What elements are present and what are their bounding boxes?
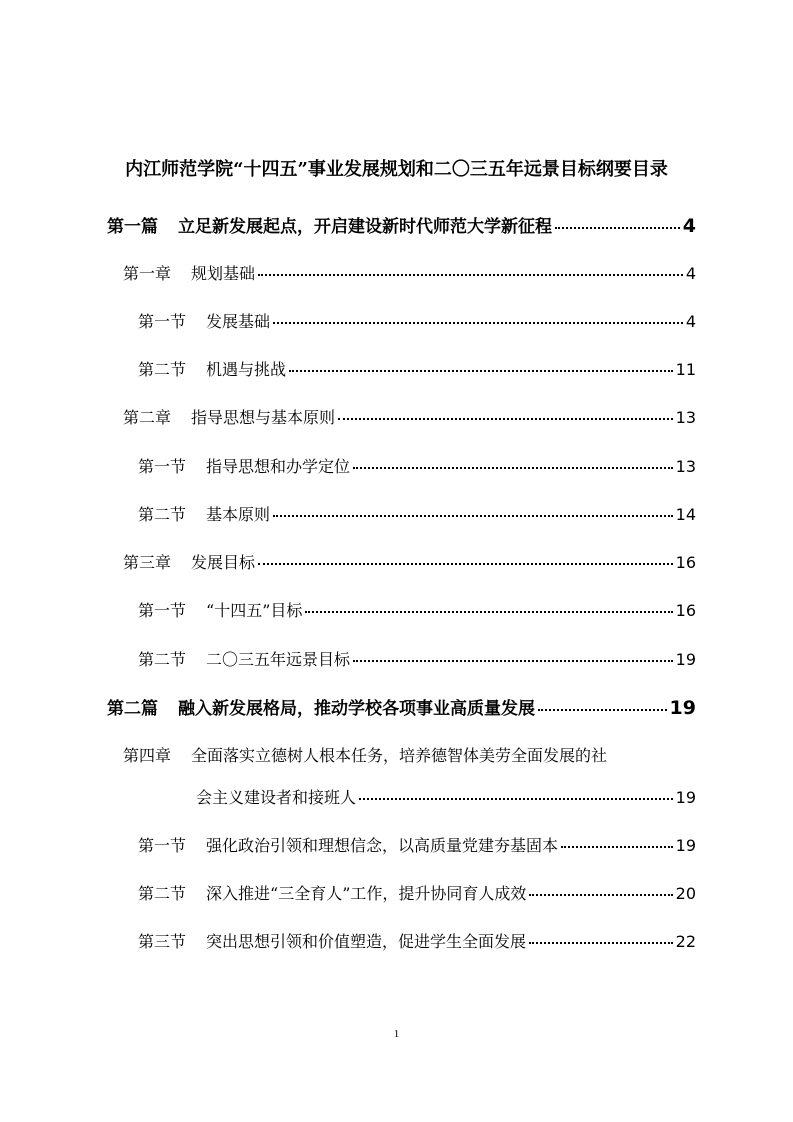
toc-page: 16 <box>675 601 696 620</box>
toc-label: 第四章 <box>123 746 172 765</box>
toc-text: 指导思想与基本原则 <box>191 408 336 427</box>
toc-text: 突出思想引领和价值塑造，促进学生全面发展 <box>206 932 527 951</box>
toc-page: 19 <box>675 788 696 807</box>
toc-page: 19 <box>669 697 696 719</box>
toc-leader <box>338 418 673 420</box>
toc-leader <box>359 798 673 800</box>
toc-leader <box>529 894 672 896</box>
toc-page: 11 <box>675 360 696 379</box>
toc-leader <box>561 846 673 848</box>
toc-page: 20 <box>675 884 696 903</box>
page-number: 1 <box>393 1028 400 1040</box>
toc-leader <box>258 563 673 565</box>
toc-section[interactable] <box>138 880 696 908</box>
toc-text: 二〇三五年远景目标 <box>206 650 351 669</box>
toc-page: 4 <box>685 264 696 283</box>
toc-text: 深入推进“三全育人”工作，提升协同育人成效 <box>206 884 527 903</box>
toc-page: 13 <box>675 457 696 476</box>
toc-leader <box>273 322 683 324</box>
toc-chapter-1[interactable] <box>123 260 696 288</box>
page-title: 内江师范学院“十四五”事业发展规划和二〇三五年远景目标纲要目录 <box>125 159 668 180</box>
toc-leader <box>353 467 673 469</box>
toc-label: 第二节 <box>138 360 187 379</box>
toc-label: 第一节 <box>138 312 187 331</box>
toc-section[interactable] <box>138 832 696 860</box>
toc-label: 第二篇 <box>107 699 158 719</box>
toc-text: 强化政治引领和理想信念，以高质量党建夯基固本 <box>206 836 559 855</box>
toc-leader <box>538 709 667 711</box>
toc-text: 立足新发展起点，开启建设新时代师范大学新征程 <box>178 217 552 237</box>
toc-section[interactable] <box>138 597 696 625</box>
toc-text: 基本原则 <box>206 505 271 524</box>
toc-section[interactable] <box>138 356 696 384</box>
toc-page: 19 <box>675 650 696 669</box>
toc-label: 第一篇 <box>107 217 158 237</box>
toc-text: “十四五”目标 <box>206 601 303 620</box>
toc-text: 全面落实立德树人根本任务，培养德智体美劳全面发展的社 <box>191 746 608 765</box>
toc-part-1[interactable] <box>107 212 696 240</box>
toc-section[interactable] <box>138 501 696 529</box>
toc-page: 16 <box>675 553 696 572</box>
toc-page: 4 <box>682 215 696 237</box>
toc-label: 第二章 <box>123 408 172 427</box>
toc-section[interactable] <box>138 453 696 481</box>
toc-leader <box>529 942 673 944</box>
toc-text: 发展目标 <box>191 553 256 572</box>
toc-label: 第一节 <box>138 836 187 855</box>
toc-text: 机遇与挑战 <box>206 360 287 379</box>
toc-text: 会主义建设者和接班人 <box>196 788 357 807</box>
toc-leader <box>555 227 680 229</box>
toc-leader <box>353 660 673 662</box>
toc-leader <box>258 274 683 276</box>
toc-chapter-4[interactable] <box>123 742 696 770</box>
toc-section[interactable] <box>138 646 696 674</box>
toc-chapter-3[interactable] <box>123 549 696 577</box>
toc-label: 第二节 <box>138 650 187 669</box>
toc-text: 融入新发展格局，推动学校各项事业高质量发展 <box>178 699 535 719</box>
toc-label: 第二节 <box>138 884 187 903</box>
toc-leader <box>305 611 672 613</box>
toc-part-2[interactable] <box>107 694 696 722</box>
toc-page: 19 <box>675 836 696 855</box>
toc-label: 第三章 <box>123 553 172 572</box>
toc-label: 第一节 <box>138 457 187 476</box>
toc-page: 22 <box>675 932 696 951</box>
toc-text: 规划基础 <box>191 264 256 283</box>
toc-text: 发展基础 <box>206 312 271 331</box>
toc-leader <box>289 370 673 372</box>
toc-section[interactable] <box>138 308 696 336</box>
toc-label: 第三节 <box>138 932 187 951</box>
toc-label: 第一节 <box>138 601 187 620</box>
toc-page: 13 <box>675 408 696 427</box>
toc-section[interactable] <box>138 928 696 956</box>
toc-leader <box>273 515 673 517</box>
toc-label: 第二节 <box>138 505 187 524</box>
toc-page: 4 <box>685 312 696 331</box>
toc-page: 14 <box>675 505 696 524</box>
toc-text: 指导思想和办学定位 <box>206 457 351 476</box>
toc-chapter-2[interactable] <box>123 404 696 432</box>
toc-label: 第一章 <box>123 264 172 283</box>
toc-chapter-4-continued[interactable] <box>196 784 696 812</box>
